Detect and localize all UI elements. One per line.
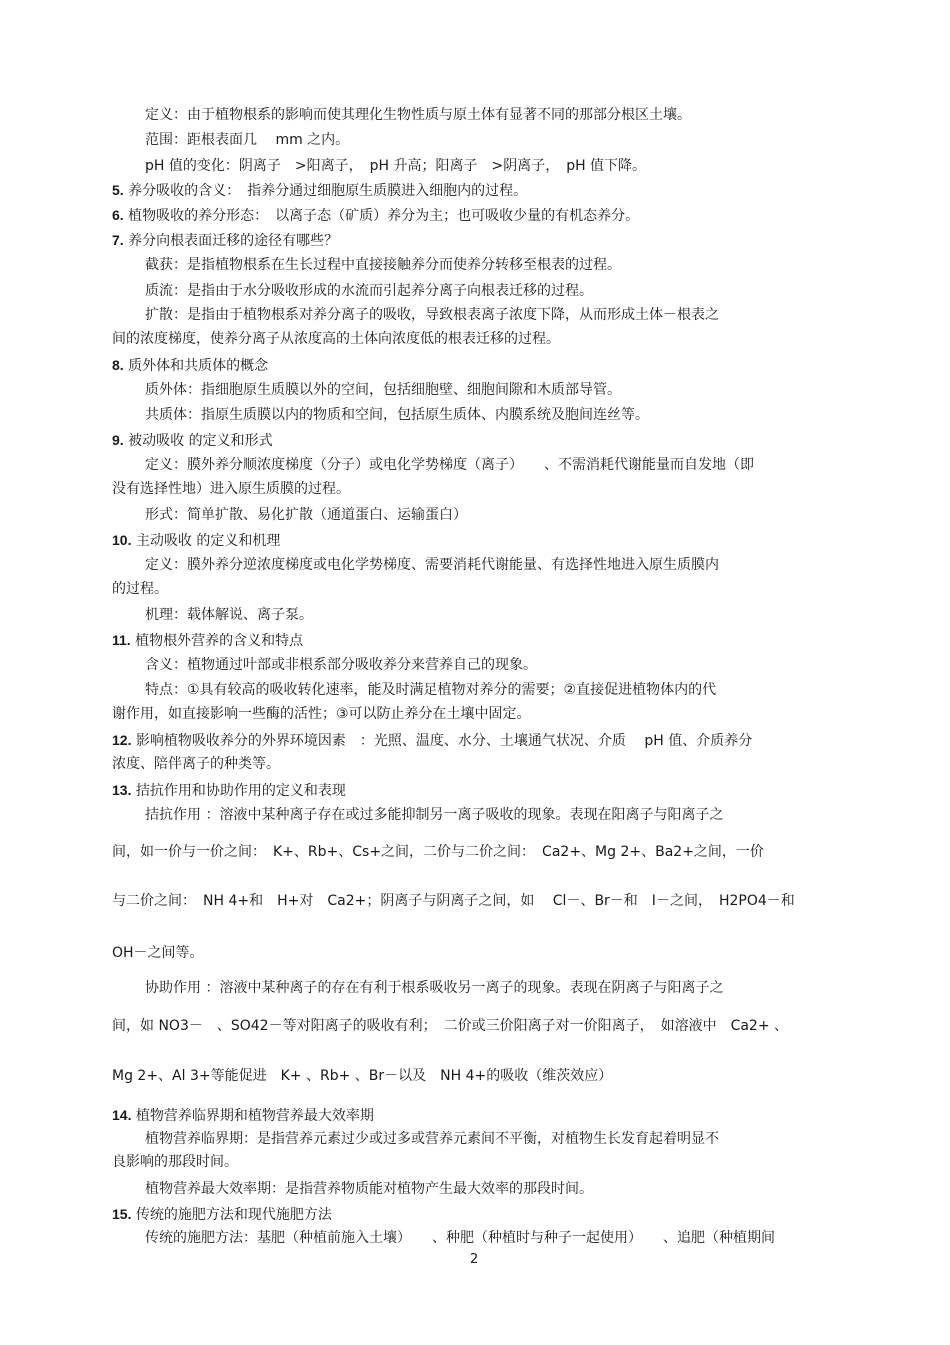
item-12-cont: 浓度、陪伴离子的种类等。 (112, 756, 280, 772)
symplast-text: 共质体：指原生质膜以内的物质和空间，包括原生质体、内膜系统及胞间连丝等。 (145, 407, 649, 423)
passive-forms: 形式：简单扩散、易化扩散（通道蛋白、运输蛋白） (145, 507, 467, 523)
max-efficiency-period-text: 植物营养最大效率期：是指营养物质能对植物产生最大效率的那段时间。 (145, 1181, 593, 1197)
item-12-heading: 12. 影响植物吸收养分的外界环境因素 ：光照、温度、水分、土壤通气状况、介质 pH 值、介质养分 (112, 732, 753, 749)
foliar-features-cont: 谢作用，如直接影响一些酶的活性；③可以防止养分在土壤中固定。 (112, 706, 531, 722)
passive-definition: 定义：膜外养分顺浓度梯度（分子）或电化学势梯度（离子） 、不需消耗代谢能量而自发地（即 (145, 457, 754, 473)
passive-definition-cont: 没有选择性地）进入原生质膜的过程。 (112, 481, 350, 497)
item-8-heading: 8. 质外体和共质体的概念 (112, 357, 269, 374)
rhizosphere-range: 范围：距根表面几 mm 之内。 (145, 132, 350, 148)
item-10-heading: 10. 主动吸收 的定义和机理 (112, 532, 281, 549)
active-definition-cont: 的过程。 (112, 581, 168, 597)
synergism-anions: 间，如 NO3－ 、SO42－等对阳离子的吸收有利； 二价或三价阳离子对一价阳离子， 如溶液中 Ca2+ 、 (112, 1018, 789, 1034)
foliar-meaning: 含义：植物通过叶部或非根系部分吸收养分来营养自己的现象。 (145, 657, 537, 673)
item-5-heading: 5. 养分吸收的含义： 指养分通过细胞原生质膜进入细胞内的过程。 (112, 182, 528, 199)
item-11-heading: 11. 植物根外营养的含义和特点 (112, 632, 304, 649)
apoplast-text: 质外体：指细胞原生质膜以外的空间，包括细胞壁、细胞间隙和木质部导管。 (145, 382, 621, 398)
item-6-heading: 6. 植物吸收的养分形态： 以离子态（矿质）养分为主；也可吸收少量的有机态养分。 (112, 207, 640, 224)
foliar-features: 特点：①具有较高的吸收转化速率，能及时满足植物对养分的需要；②直接促进植物体内的代 (145, 682, 717, 698)
critical-period-cont: 良影响的那段时间。 (112, 1154, 238, 1170)
item-14-heading: 14. 植物营养临界期和植物营养最大效率期 (112, 1107, 374, 1124)
diffusion-text-cont: 间的浓度梯度，使养分离子从浓度高的土体向浓度低的根表迁移的过程。 (112, 331, 560, 347)
rhizosphere-ph-change: pH 值的变化：阴离子 >阳离子， pH 升高；阳离子 >阴离子， pH 值下降。 (145, 158, 647, 174)
antagonism-definition: 拮抗作用 ：溶液中某种离子存在或过多能抑制另一离子吸收的现象。表现在阳离子与阳离子之 (145, 807, 724, 823)
interception-text: 截获：是指植物根系在生长过程中直接接触养分而使养分转移至根表的过程。 (145, 257, 621, 273)
item-15-heading: 15. 传统的施肥方法和现代施肥方法 (112, 1206, 332, 1223)
synergism-viets-effect: Mg 2+、Al 3+等能促进 K+ 、Rb+ 、Br－以及 NH 4+的吸收（维茨效应） (112, 1068, 613, 1084)
item-9-heading: 9. 被动吸收 的定义和形式 (112, 432, 273, 449)
page-number: 2 (470, 1252, 479, 1267)
mass-flow-text: 质流：是指由于水分吸收形成的水流而引起养分离子向根表迁移的过程。 (145, 283, 593, 299)
active-definition: 定义：膜外养分逆浓度梯度或电化学势梯度、需要消耗代谢能量、有选择性地进入原生质膜内 (145, 557, 719, 573)
item-13-heading: 13. 拮抗作用和协助作用的定义和表现 (112, 782, 346, 799)
synergism-definition: 协助作用 ：溶液中某种离子的存在有利于根系吸收另一离子的现象。表现在阴离子与阳离子之 (145, 980, 724, 996)
antagonism-mixed: 与二价之间： NH 4+和 H+对 Ca2+；阴离子与阴离子之间，如 Cl－、Br－和 I－之间， H2PO4－和 (112, 893, 795, 909)
rhizosphere-definition: 定义：由于植物根系的影响而使其理化生物性质与原土体有显著不同的那部分根区土壤。 (145, 107, 691, 123)
antagonism-end: OH－之间等。 (112, 945, 204, 961)
active-mechanism: 机理：载体解说、离子泵。 (145, 607, 313, 623)
critical-period-text: 植物营养临界期：是指营养元素过少或过多或营养元素间不平衡，对植物生长发育起着明显不 (145, 1131, 719, 1147)
traditional-fertilization-text: 传统的施肥方法：基肥（种植前施入土壤） 、种肥（种植时与种子一起使用） 、追肥（种植期间 (145, 1230, 775, 1246)
antagonism-cations: 间，如一价与一价之间： K+、Rb+、Cs+之间，二价与二价之间： Ca2+、Mg 2+、Ba2+之间，一价 (112, 844, 764, 860)
item-7-heading: 7. 养分向根表面迁移的途径有哪些？ (112, 232, 339, 249)
diffusion-text: 扩散：是指由于植物根系对养分离子的吸收，导致根表离子浓度下降，从而形成土体－根表之 (145, 307, 719, 323)
